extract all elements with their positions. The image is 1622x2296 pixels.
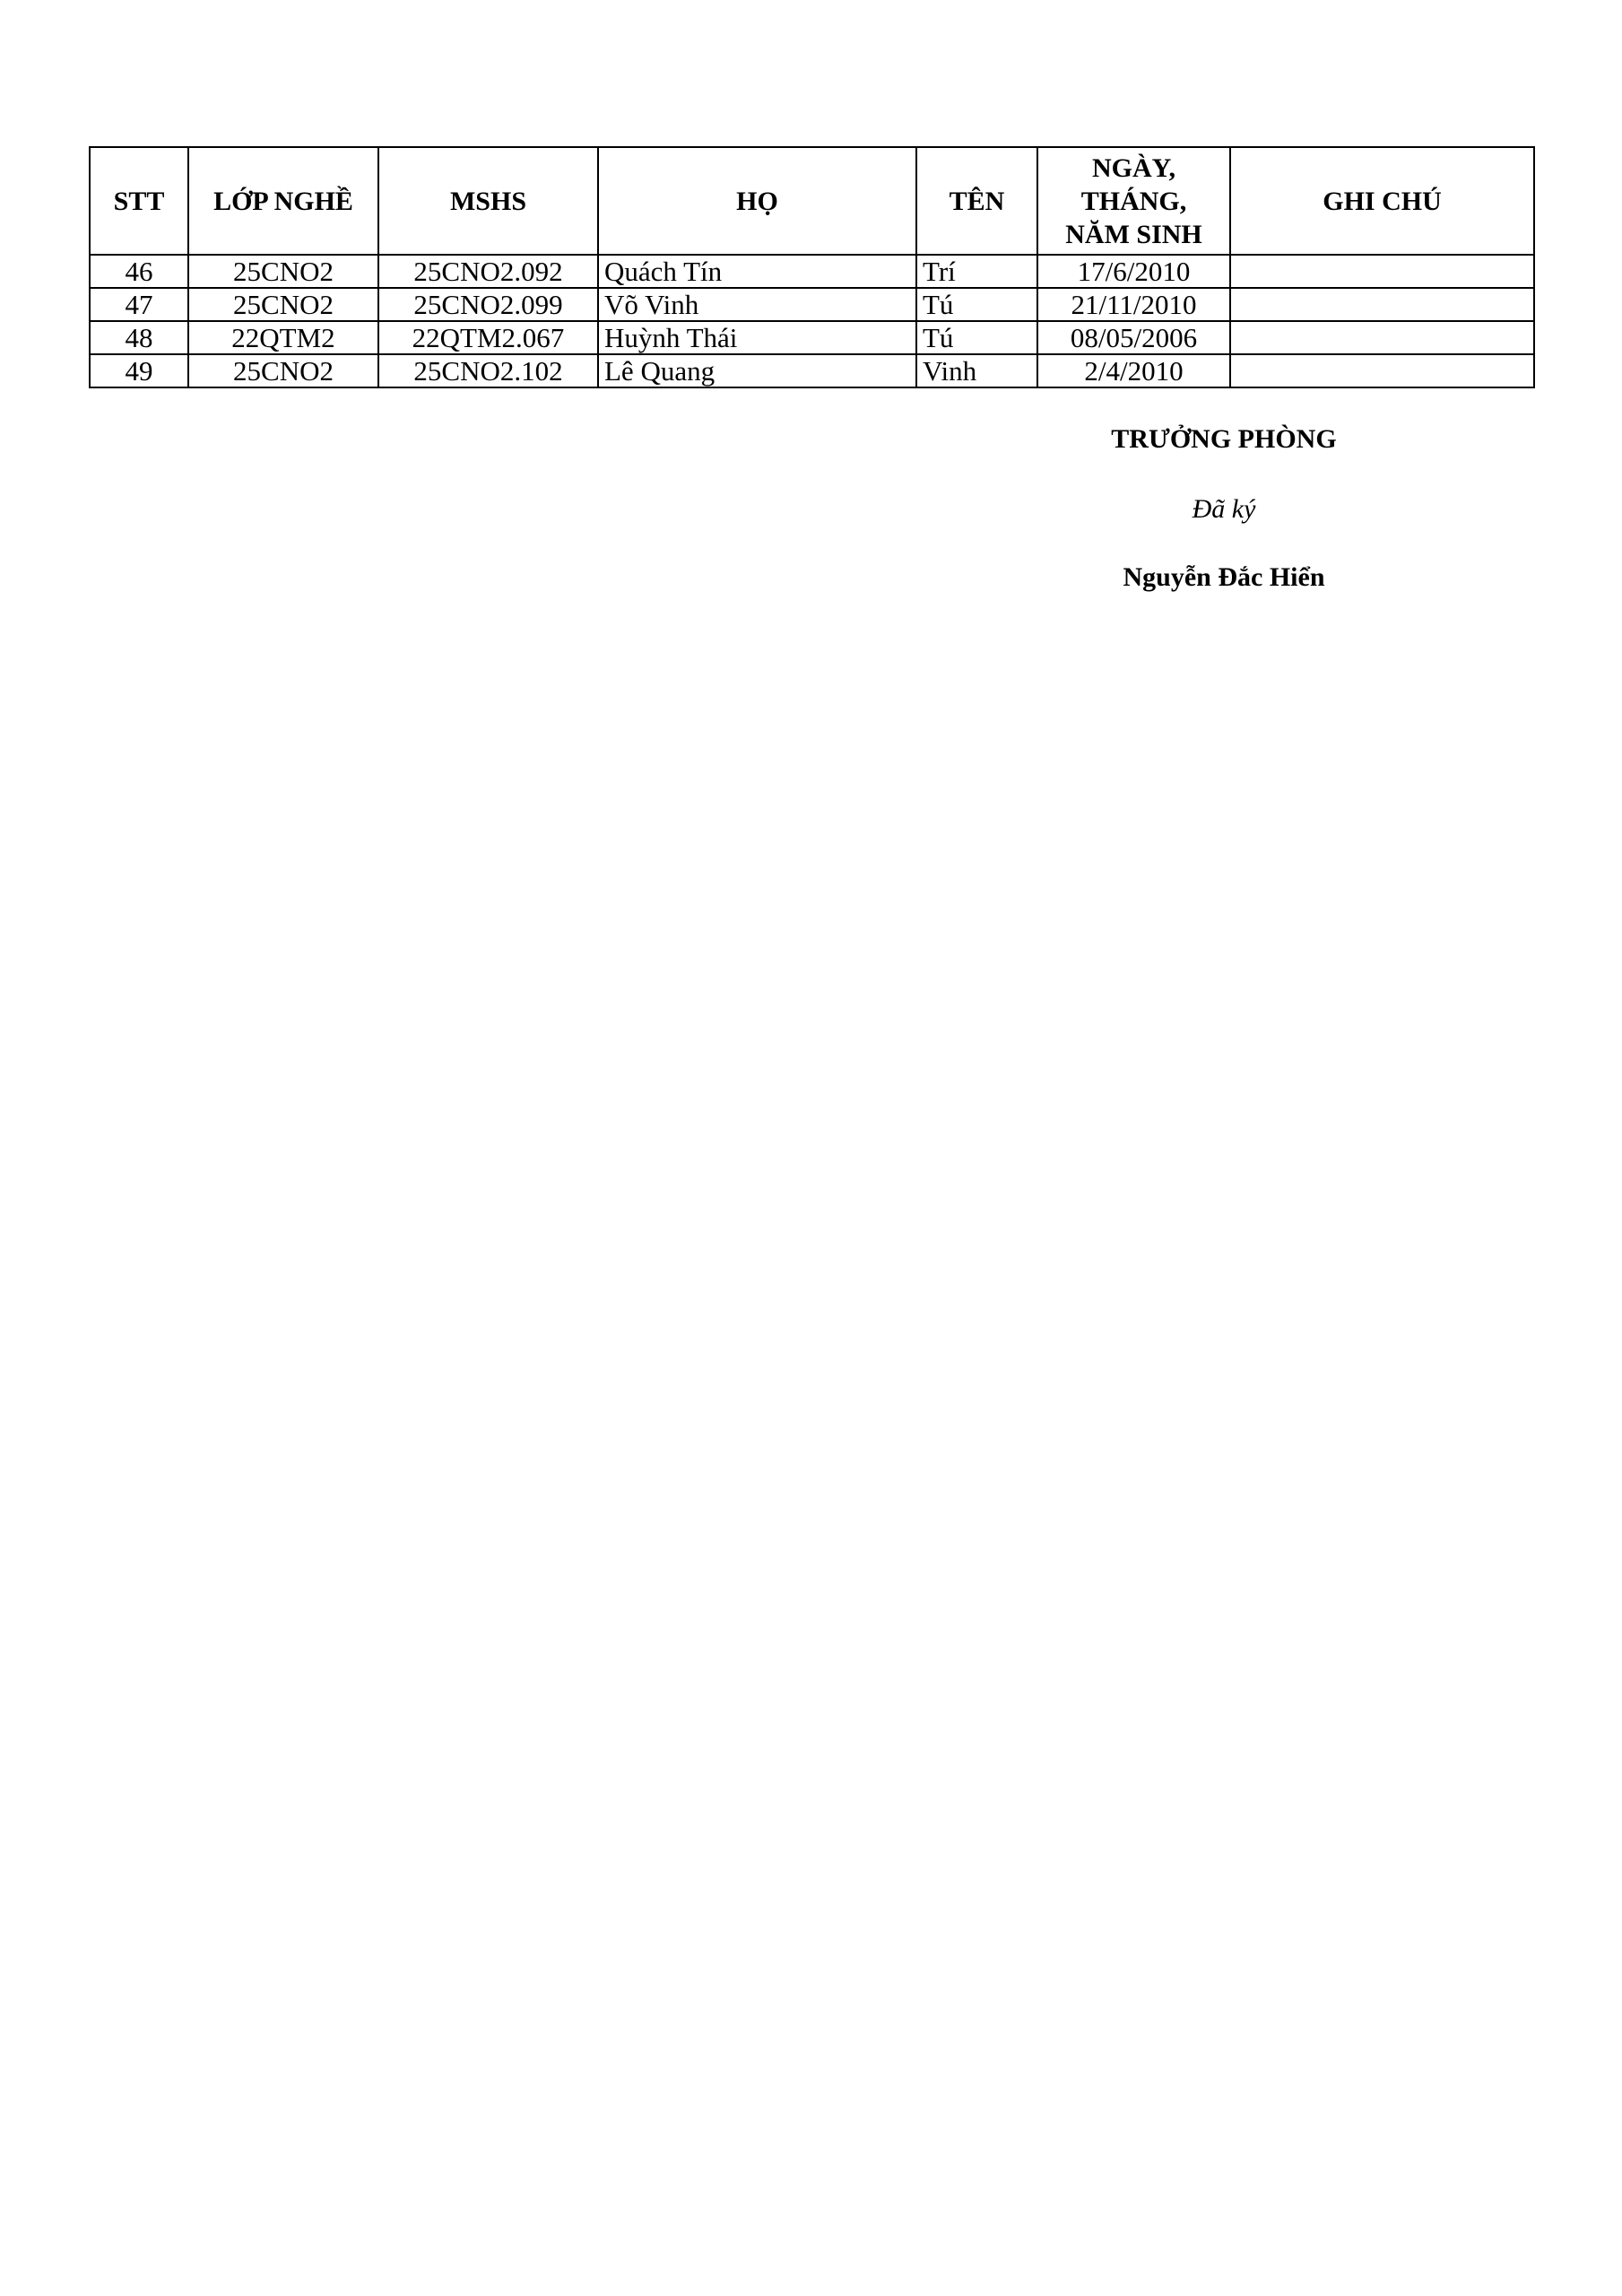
header-dob bbox=[1037, 147, 1230, 255]
cell-last-name: Huỳnh Thái bbox=[598, 321, 916, 354]
header-first-name: TÊN bbox=[916, 147, 1037, 255]
cell-dob: 08/05/2006 bbox=[1037, 321, 1230, 354]
cell-last-name: Lê Quang bbox=[598, 354, 916, 387]
cell-stt: 49 bbox=[90, 354, 188, 387]
cell-stt: 46 bbox=[90, 255, 188, 288]
table-row bbox=[90, 255, 1534, 288]
header-class: LỚP NGHỀ bbox=[188, 147, 378, 255]
header-note: GHI CHÚ bbox=[1230, 147, 1534, 255]
header-dob-line3: NĂM SINH bbox=[1065, 219, 1202, 249]
table-row bbox=[90, 321, 1534, 354]
cell-stt: 47 bbox=[90, 288, 188, 321]
cell-class: 25CNO2 bbox=[188, 288, 378, 321]
cell-note bbox=[1230, 255, 1534, 288]
cell-class: 25CNO2 bbox=[188, 354, 378, 387]
cell-mshs: 25CNO2.092 bbox=[378, 255, 598, 288]
table-row bbox=[90, 354, 1534, 387]
signature-name: Nguyễn Đắc Hiển bbox=[1123, 562, 1325, 592]
cell-note bbox=[1230, 354, 1534, 387]
cell-dob: 21/11/2010 bbox=[1037, 288, 1230, 321]
signature-note: Đã ký bbox=[1192, 494, 1256, 524]
cell-note bbox=[1230, 321, 1534, 354]
header-dob-line2: THÁNG, bbox=[1080, 186, 1187, 216]
header-stt: STT bbox=[90, 147, 188, 255]
cell-stt: 48 bbox=[90, 321, 188, 354]
cell-class: 22QTM2 bbox=[188, 321, 378, 354]
header-dob-line1: NGÀY, bbox=[1091, 152, 1176, 183]
cell-last-name: Quách Tín bbox=[598, 255, 916, 288]
header-last-name: HỌ bbox=[598, 147, 916, 255]
table-row bbox=[90, 288, 1534, 321]
cell-mshs: 22QTM2.067 bbox=[378, 321, 598, 354]
cell-first-name: Tú bbox=[916, 321, 1037, 354]
table-header-row bbox=[90, 147, 1534, 255]
cell-dob: 2/4/2010 bbox=[1037, 354, 1230, 387]
student-list-table bbox=[89, 146, 1535, 388]
cell-class: 25CNO2 bbox=[188, 255, 378, 288]
header-mshs: MSHS bbox=[378, 147, 598, 255]
cell-first-name: Trí bbox=[916, 255, 1037, 288]
cell-mshs: 25CNO2.099 bbox=[378, 288, 598, 321]
cell-dob: 17/6/2010 bbox=[1037, 255, 1230, 288]
cell-note bbox=[1230, 288, 1534, 321]
cell-first-name: Vinh bbox=[916, 354, 1037, 387]
cell-mshs: 25CNO2.102 bbox=[378, 354, 598, 387]
signature-title: TRƯỞNG PHÒNG bbox=[1111, 424, 1337, 454]
cell-last-name: Võ Vinh bbox=[598, 288, 916, 321]
cell-first-name: Tú bbox=[916, 288, 1037, 321]
